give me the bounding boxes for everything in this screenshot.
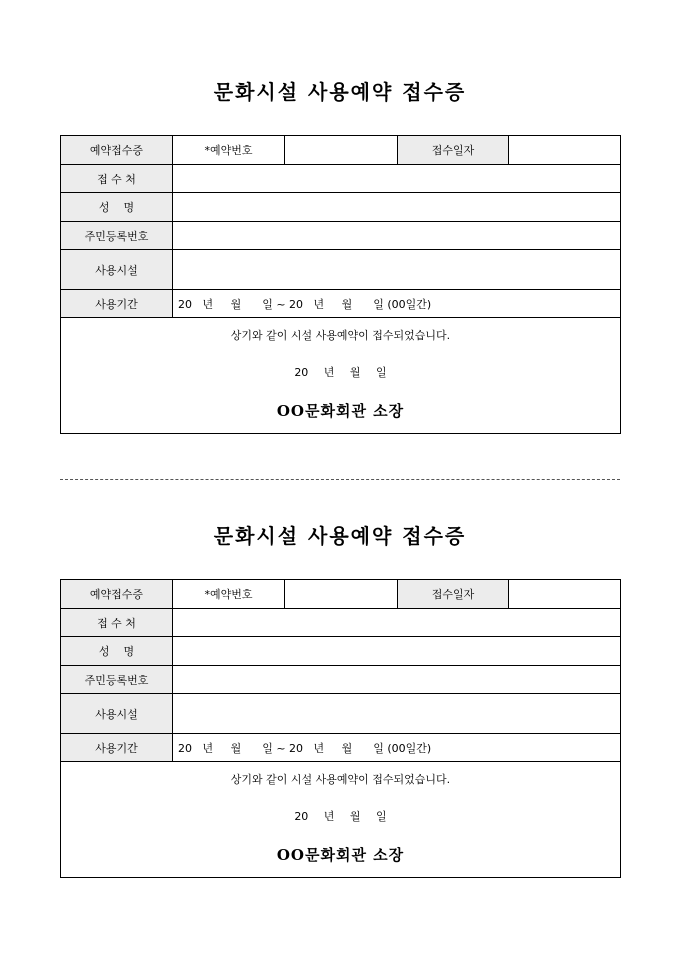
label-name: 성 명 <box>61 637 173 666</box>
notice-text: 상기와 같이 시설 사용예약이 접수되었습니다. <box>230 329 451 342</box>
label-facility: 사용시설 <box>61 250 173 290</box>
received-at-field[interactable] <box>173 165 621 193</box>
form-title: 문화시설 사용예약 접수증 <box>213 524 467 548</box>
label-receipt: 예약접수증 <box>61 580 173 609</box>
name-field[interactable] <box>173 193 621 222</box>
notice-section <box>61 762 621 878</box>
received-at-field[interactable] <box>173 609 621 637</box>
date-received-field[interactable] <box>509 136 621 165</box>
date-received-field[interactable] <box>509 580 621 609</box>
label-facility: 사용시설 <box>61 694 173 734</box>
label-reservation-no: *예약번호 <box>173 580 285 609</box>
receipt-table <box>60 135 621 434</box>
label-resident-no: 주민등록번호 <box>61 666 173 694</box>
label-date-received: 접수일자 <box>398 136 509 165</box>
notice-section <box>61 318 621 434</box>
notice-date: 20 년 월 일 <box>294 366 387 379</box>
resident-no-field[interactable] <box>173 666 621 694</box>
reservation-no-field[interactable] <box>285 136 398 165</box>
label-resident-no: 주민등록번호 <box>61 222 173 250</box>
issuer-signature: OO문화회관 소장 <box>276 846 405 864</box>
label-reservation-no: *예약번호 <box>173 136 285 165</box>
label-receipt: 예약접수증 <box>61 136 173 165</box>
label-period: 사용기간 <box>61 734 173 762</box>
period-field[interactable]: 20 년 월 일 ~ 20 년 월 일 (00일간) <box>173 734 621 762</box>
label-name: 성 명 <box>61 193 173 222</box>
label-received-at: 접 수 처 <box>61 165 173 193</box>
cut-line-divider <box>60 479 620 480</box>
form-title: 문화시설 사용예약 접수증 <box>213 80 467 104</box>
label-received-at: 접 수 처 <box>61 609 173 637</box>
receipt-form-top <box>60 78 620 420</box>
notice-date: 20 년 월 일 <box>294 810 387 823</box>
resident-no-field[interactable] <box>173 222 621 250</box>
facility-field[interactable] <box>173 250 621 290</box>
period-field[interactable]: 20 년 월 일 ~ 20 년 월 일 (00일간) <box>173 290 621 318</box>
reservation-no-field[interactable] <box>285 580 398 609</box>
name-field[interactable] <box>173 637 621 666</box>
receipt-table <box>60 579 621 878</box>
issuer-signature: OO문화회관 소장 <box>276 402 405 420</box>
label-date-received: 접수일자 <box>398 580 509 609</box>
receipt-form-bottom <box>60 522 620 864</box>
label-period: 사용기간 <box>61 290 173 318</box>
facility-field[interactable] <box>173 694 621 734</box>
notice-text: 상기와 같이 시설 사용예약이 접수되었습니다. <box>230 773 451 786</box>
